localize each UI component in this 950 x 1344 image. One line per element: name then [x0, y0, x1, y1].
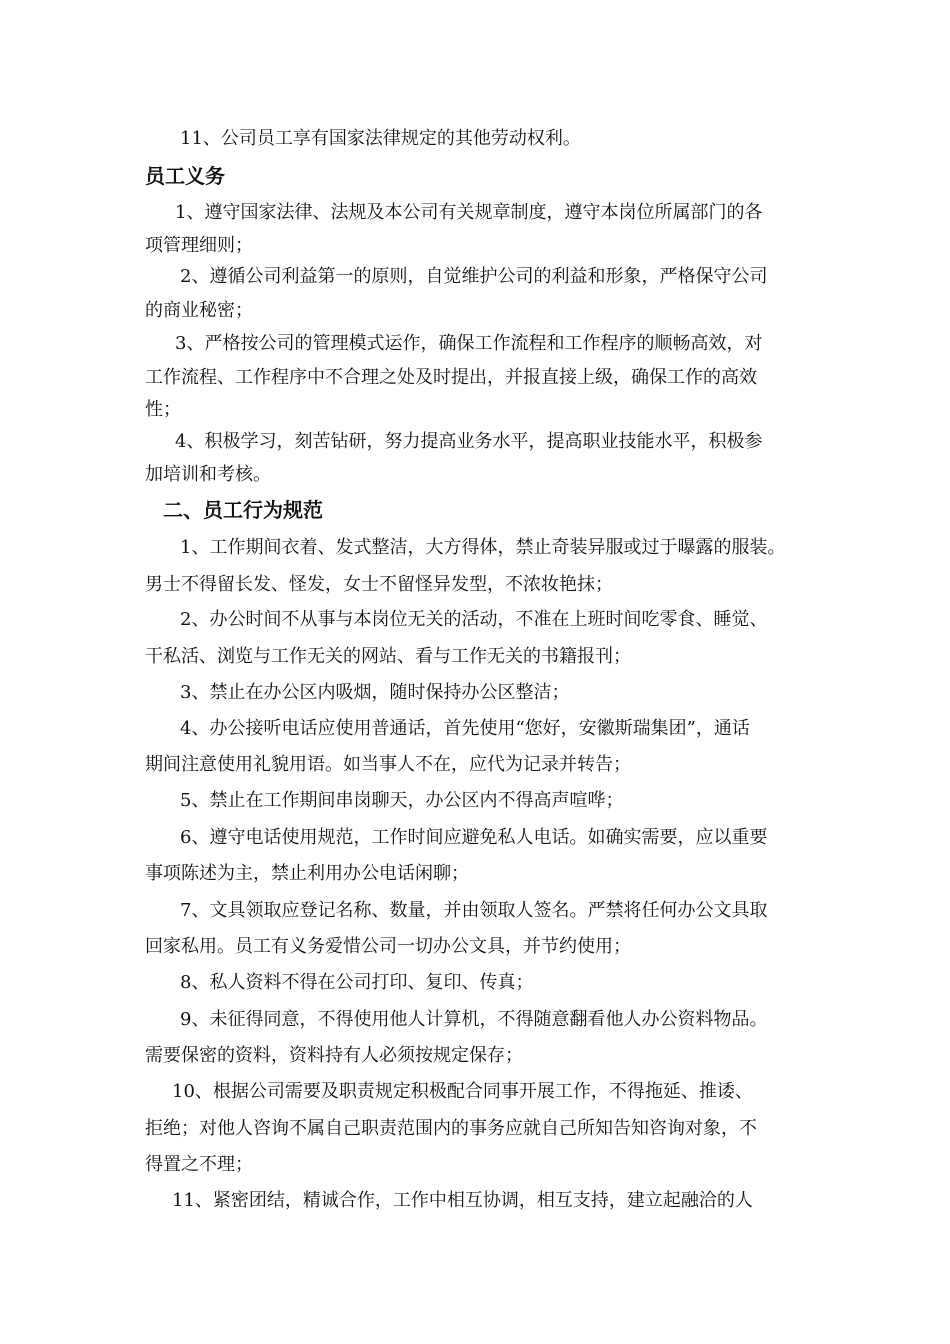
conduct-4-line-1: 4、办公接听电话应使用普通话，首先使用“您好，安徽斯瑞集团”，通话 [180, 718, 750, 739]
conduct-9-line-2: 需要保密的资料，资料持有人必须按规定保存； [145, 1045, 523, 1066]
conduct-7-line-2: 回家私用。员工有义务爱惜公司一切办公文具，并节约使用； [145, 936, 631, 957]
duty-3-line-3: 性； [145, 399, 181, 420]
duty-1-line-2: 项管理细则； [145, 235, 253, 256]
duty-1-line-1: 1、遵守国家法律、法规及本公司有关规章制度，遵守本岗位所属部门的各 [175, 202, 763, 223]
duty-2-line-2: 的商业秘密； [145, 300, 253, 321]
section-heading-duties: 员工义务 [145, 164, 225, 188]
intro-line: 11、公司员工享有国家法律规定的其他劳动权利。 [180, 128, 581, 149]
conduct-4-line-2: 期间注意使用礼貌用语。如当事人不在，应代为记录并转告； [145, 754, 631, 775]
duty-4-line-1: 4、积极学习，刻苦钻研，努力提高业务水平，提高职业技能水平，积极参 [175, 431, 763, 452]
conduct-6-line-1: 6、遵守电话使用规范，工作时间应避免私人电话。如确实需要，应以重要 [180, 827, 768, 848]
conduct-5-line-1: 5、禁止在工作期间串岗聊天，办公区内不得高声喧哗； [180, 790, 624, 811]
conduct-2-line-2: 干私活、浏览与工作无关的网站、看与工作无关的书籍报刊； [145, 646, 631, 667]
duty-3-line-2: 工作流程、工作程序中不合理之处及时提出，并报直接上级，确保工作的高效 [145, 367, 757, 388]
conduct-1-line-1: 1、工作期间衣着、发式整洁，大方得体，禁止奇装异服或过于曝露的服装。 [180, 537, 786, 558]
conduct-10-line-3: 得置之不理； [145, 1154, 253, 1175]
conduct-11-line-1: 11、紧密团结，精诚合作，工作中相互协调，相互支持，建立起融洽的人 [172, 1190, 753, 1211]
conduct-3-line-1: 3、禁止在办公区内吸烟，随时保持办公区整洁； [180, 682, 570, 703]
duty-3-line-1: 3、严格按公司的管理模式运作，确保工作流程和工作程序的顺畅高效，对 [175, 333, 763, 354]
duty-4-line-2: 加培训和考核。 [145, 464, 271, 485]
conduct-2-line-1: 2、办公时间不从事与本岗位无关的活动，不准在上班时间吃零食、睡觉、 [180, 609, 768, 630]
section-heading-conduct: 二、员工行为规范 [163, 498, 323, 522]
conduct-6-line-2: 事项陈述为主，禁止利用办公电话闲聊； [145, 863, 469, 884]
conduct-10-line-2: 拒绝；对他人咨询不属自己职责范围内的事务应就自己所知告知咨询对象，不 [145, 1118, 757, 1139]
conduct-7-line-1: 7、文具领取应登记名称、数量，并由领取人签名。严禁将任何办公文具取 [180, 900, 768, 921]
conduct-1-line-2: 男士不得留长发、怪发，女士不留怪异发型，不浓妆艳抹； [145, 574, 613, 595]
conduct-9-line-1: 9、未征得同意，不得使用他人计算机，不得随意翻看他人办公资料物品。 [180, 1009, 768, 1030]
duty-2-line-1: 2、遵循公司利益第一的原则，自觉维护公司的利益和形象，严格保守公司 [180, 266, 768, 287]
conduct-10-line-1: 10、根据公司需要及职责规定积极配合同事开展工作，不得拖延、推诿、 [172, 1081, 753, 1102]
conduct-8-line-1: 8、私人资料不得在公司打印、复印、传真； [180, 972, 534, 993]
